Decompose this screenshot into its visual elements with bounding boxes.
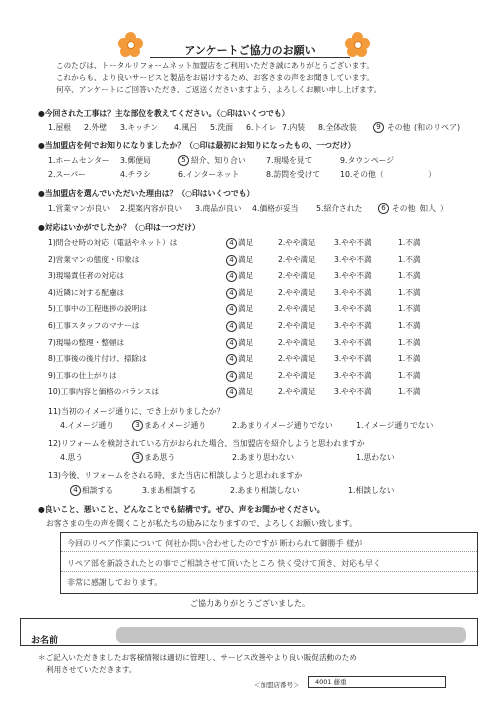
selected-circle: 5 [178,155,189,166]
selected-circle: 4 [226,387,237,398]
q3-question: ●当加盟店を選んでいただいた理由は？（○印はいくつでも） [38,189,255,198]
selected-circle: 4 [226,238,237,249]
rating-option: 2.やや満足 [278,238,316,247]
rating-option: 1.不満 [398,370,421,380]
comment-box[interactable] [60,532,478,594]
q3-options: 1.営業マンが良い 2.提案内容が良い 3.商品が良い 4.価格が妥当 5.紹介された 6 その他（ 知人 ） [48,204,448,213]
rating-option: 3.やや不満 [334,254,372,264]
q13-options: 4 相談する 3.まあ相談する 2.あまり相談しない 1.相談しない [70,485,490,497]
rating-row: 9)工事の仕上がりは 4 満足 2.やや満足 3.やや不満 1.不満 [48,370,421,380]
selected-circle: 4 [226,371,237,382]
rating-option: 3.やや不満 [334,287,372,297]
rating-option: 1.不満 [398,287,421,297]
name-label: お名前 [31,636,59,646]
selected-circle: 4 [226,255,237,266]
redacted-name [116,627,466,643]
selected-circle: 4 [70,485,81,496]
rating-row-label: 6)工事スタッフのマナーは [48,321,140,330]
rating-option: 2.やや満足 [278,287,316,297]
footnote: ＊ご記入いただきましたお客様情報は適切に管理し、サービス改善やより良い販促活動のため 利用させていただきます。 [38,653,357,674]
flower-icon [345,32,371,58]
q2-options-row2: 2.スーパー 4.チラシ 6.インターネット 8.訪問を受けて 10.その他（ ） [48,170,436,179]
selected-circle: 4 [226,288,237,299]
q1-question: ●今回された工事は？主な部位を教えてください。（○印はいくつでも） [38,109,290,118]
q11-options: 4.イメージ通り 3 まあイメージ通り 2.あまりイメージ通りでない 1.イメージ通りでない [60,421,434,430]
selected-circle: 4 [226,304,237,315]
rating-option: 1.不満 [398,238,421,247]
rating-row-label: 7)現場の整理・整頓は [48,337,125,347]
rating-option: 1.不満 [398,354,421,364]
comment-prompt-2: お客さまの生の声を聞くことが私たちの励みになりますので、よろしくお願い致します。 [46,519,358,528]
rating-option: 2.やや満足 [278,321,316,330]
rating-option: 2.やや満足 [278,271,316,281]
rating-row-label: 8)工事後の後片付け、掃除は [48,354,147,364]
rating-option: 3.やや不満 [334,387,372,397]
rating-row-label: 4)近隣に対する配慮は [48,287,125,297]
rating-option: 2.やや満足 [278,254,316,264]
selected-circle: 9 [373,122,384,133]
rating-option: 1.不満 [398,304,421,314]
rating-option: 3.やや不満 [334,304,372,314]
rating-option: 2.やや満足 [278,354,316,364]
handwritten-answer: 知人 [420,204,436,213]
q1-options: 1.屋根 2.外壁 3.キッチン 4.風呂 5.洗面 6.トイレ 7.内装 8.全体改装 9 その他 (和のリペア) [48,123,461,132]
rating-option: 1.不満 [398,271,421,281]
rating-option: 3.やや不満 [334,238,372,247]
selected-circle: 4 [226,271,237,282]
selected-circle: 3 [132,420,143,431]
selected-circle: 4 [226,354,237,365]
handwritten-answer: (和のリペア) [414,123,461,132]
rating-option: 1.不満 [398,321,421,330]
rating-option: 2.やや満足 [278,387,316,397]
flower-icon [118,32,144,58]
q12-options: 4.思う 3 まあ思う 2.あまり思わない 1.思わない [60,453,395,462]
selected-circle: 6 [378,203,389,214]
rating-row: 3)現場責任者の対応は 4 満足 2.やや満足 3.やや不満 1.不満 [48,271,421,281]
rating-row-label: 1)問合せ時の対応（電話やネット）は [48,238,178,247]
rating-row-label: 9)工事の仕上がりは [48,370,117,380]
rating-row: 4)近隣に対する配慮は 4 満足 2.やや満足 3.やや不満 1.不満 [48,287,421,297]
name-field[interactable] [20,618,478,646]
rating-option: 3.やや不満 [334,271,372,281]
rating-row-label: 10)工事内容と価格のバランスは [48,387,160,397]
rating-row-label: 2)営業マンの態度・印象は [48,254,140,264]
rating-option: 1.不満 [398,254,421,264]
rating-option: 2.やや満足 [278,304,316,314]
comment-line: 非常に感謝しております。 [67,578,163,587]
rating-row: 7)現場の整理・整頓は 4 満足 2.やや満足 3.やや不満 1.不満 [48,337,421,347]
rating-option: 3.やや不満 [334,354,372,364]
rating-row: 5)工事中の工程進捗の説明は 4 満足 2.やや満足 3.やや不満 1.不満 [48,304,421,314]
rating-option: 2.やや満足 [278,337,316,347]
rating-option: 3.やや不満 [334,370,372,380]
rating-option: 3.やや不満 [334,321,372,330]
rating-option: 2.やや満足 [278,370,316,380]
rating-row-label: 5)工事中の工程進捗の説明は [48,304,147,314]
page-title: アンケートご協力のお願い [184,44,316,57]
rating-row: 8)工事後の後片付け、掃除は 4 満足 2.やや満足 3.やや不満 1.不満 [48,354,421,364]
thanks-text: ご協力ありがとうございました。 [190,599,310,608]
rating-row: 1)問合せ時の対応（電話やネット）は 4 満足 2.やや満足 3.やや不満 1.不満 [48,238,421,247]
comment-prompt-1: ●良いこと、悪いこと、どんなことでも結構です。ぜひ、声をお聞かせください。 [38,505,325,514]
rating-row: 2)営業マンの態度・印象は 4 満足 2.やや満足 3.やや不満 1.不満 [48,254,421,264]
comment-line: リペア部を新設されたとの事でご相談させて頂いたところ 快く受けて頂き、対応も早く [67,559,382,568]
header [0,38,500,62]
selected-circle: 3 [132,452,143,463]
q12-question: 12)リフォームを検討されている方がおられた場合、当加盟店を紹介しようと思われますか [48,439,365,448]
rating-row: 6)工事スタッフのマナーは 4 満足 2.やや満足 3.やや不満 1.不満 [48,321,421,330]
comment-line: 今回のリペア作業について 何社か問い合わせしたのですが 断わられて御勝手 様が [67,539,363,548]
rating-option: 3.やや不満 [334,337,372,347]
q13-question: 13)今後、リフォームをされる時、また当店に相談しようと思われますか [48,471,303,480]
q4-question: ●対応はいかがでしたか？（○印は一つだけ） [38,223,200,232]
selected-circle: 4 [226,321,237,332]
rating-row-label: 3)現場責任者の対応は [48,271,125,281]
q2-question: ●当加盟店を何でお知りになりましたか？（○印は最初にお知りになったもの、一つだけ） [38,141,356,150]
intro-text: このたびは、トータルリフォームネット加盟店をご利用いただき誠にありがとうございます。 これからも、より良いサービスと製品をお届けするため、お客さまの声をお聞きしています。 何卒、アンケートにご回答いただき、ご返送くださいますよう、よろしくお願い申し上げます。 [56,61,382,94]
rating-row: 10)工事内容と価格のバランスは 4 満足 2.やや満足 3.やや不満 1.不満 [48,387,421,397]
q11-question: 11)当初のイメージ通りに、でき上がりましたか？ [48,407,225,416]
rating-option: 1.不満 [398,337,421,347]
rating-option: 1.不満 [398,387,421,397]
store-number-field: 4001 藤重 [308,676,446,688]
selected-circle: 4 [226,338,237,349]
q2-options-row1: 1.ホームセンター 3.郵便局 5 紹介、知り合い 7.現場を見て 9.タウンページ [48,156,395,165]
store-number-label: ＜加盟店番号＞ [254,681,300,689]
